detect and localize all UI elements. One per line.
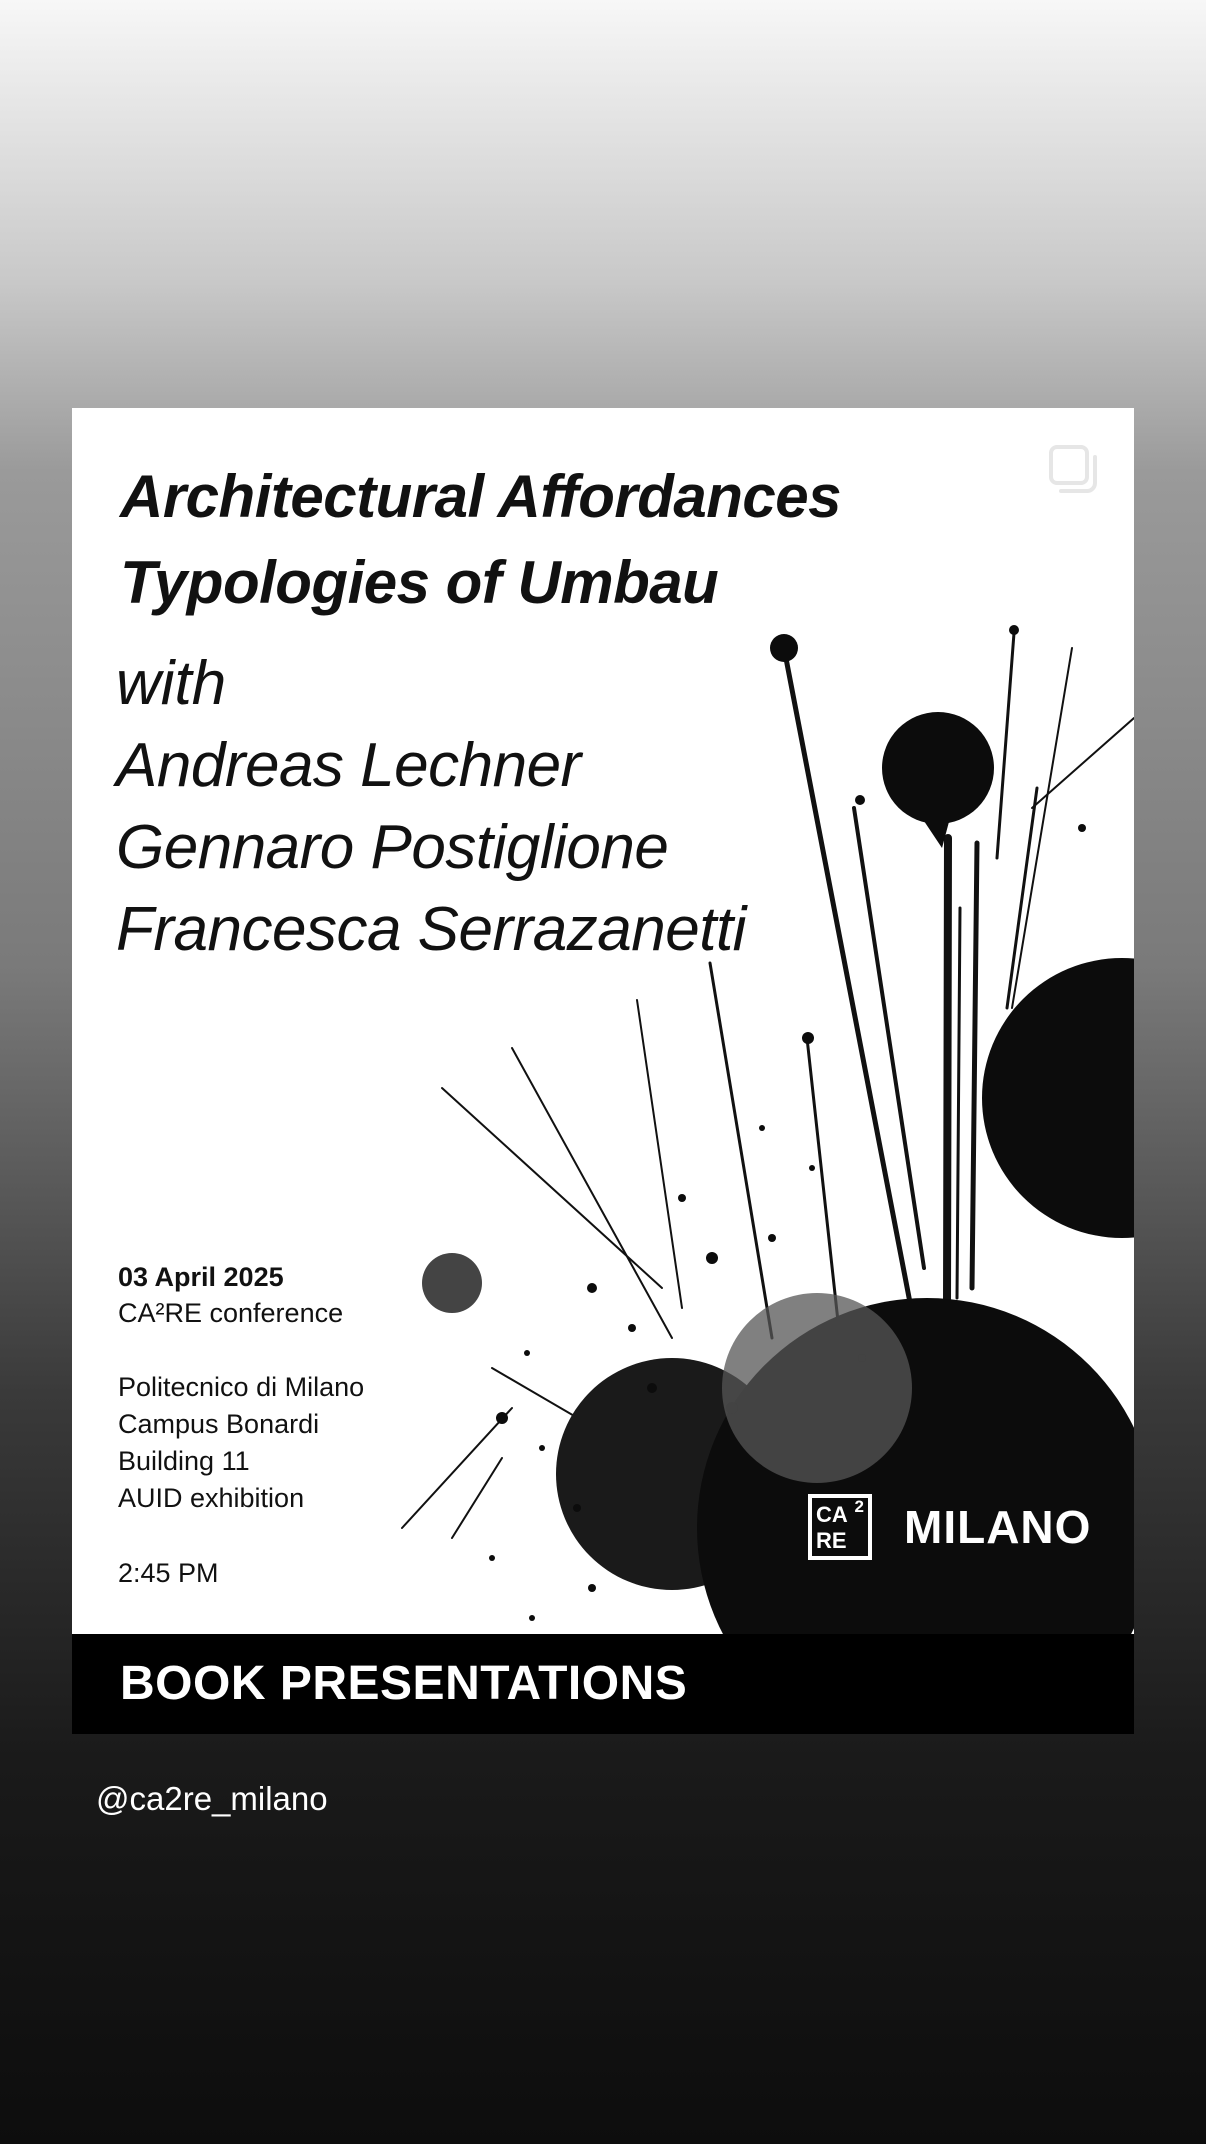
poster-title-line-2: Typologies of Umbau: [120, 549, 719, 616]
logo-mark-sup: 2: [854, 1497, 864, 1516]
venue-line-3: Building 11: [118, 1446, 250, 1476]
event-time: 2:45 PM: [118, 1558, 219, 1588]
speaker-3: Francesca Serrazanetti: [116, 895, 746, 964]
ca2re-logo-mark: [808, 1494, 872, 1560]
logo-city: MILANO: [904, 1501, 1092, 1553]
event-poster[interactable]: [72, 408, 1134, 1734]
venue-line-4: AUID exhibition: [118, 1483, 305, 1513]
event-date: 03 April 2025: [118, 1262, 284, 1292]
logo-mark-line2: RE: [816, 1528, 847, 1553]
event-conference: CA²RE conference: [118, 1298, 344, 1328]
venue-line-1: Politecnico di Milano: [118, 1372, 365, 1402]
with-label: with: [116, 649, 227, 718]
banner: [72, 1634, 1134, 1734]
account-handle[interactable]: @ca2re_milano: [96, 1780, 328, 1817]
logo-mark-line1: CA: [816, 1502, 848, 1527]
speaker-2: Gennaro Postiglione: [116, 813, 669, 882]
venue-line-2: Campus Bonardi: [118, 1409, 320, 1439]
speaker-1: Andreas Lechner: [116, 731, 581, 800]
banner-text: BOOK PRESENTATIONS: [120, 1657, 688, 1710]
poster-title-line-1: Architectural Affordances: [120, 463, 842, 530]
multiple-images-icon: [1047, 443, 1101, 497]
